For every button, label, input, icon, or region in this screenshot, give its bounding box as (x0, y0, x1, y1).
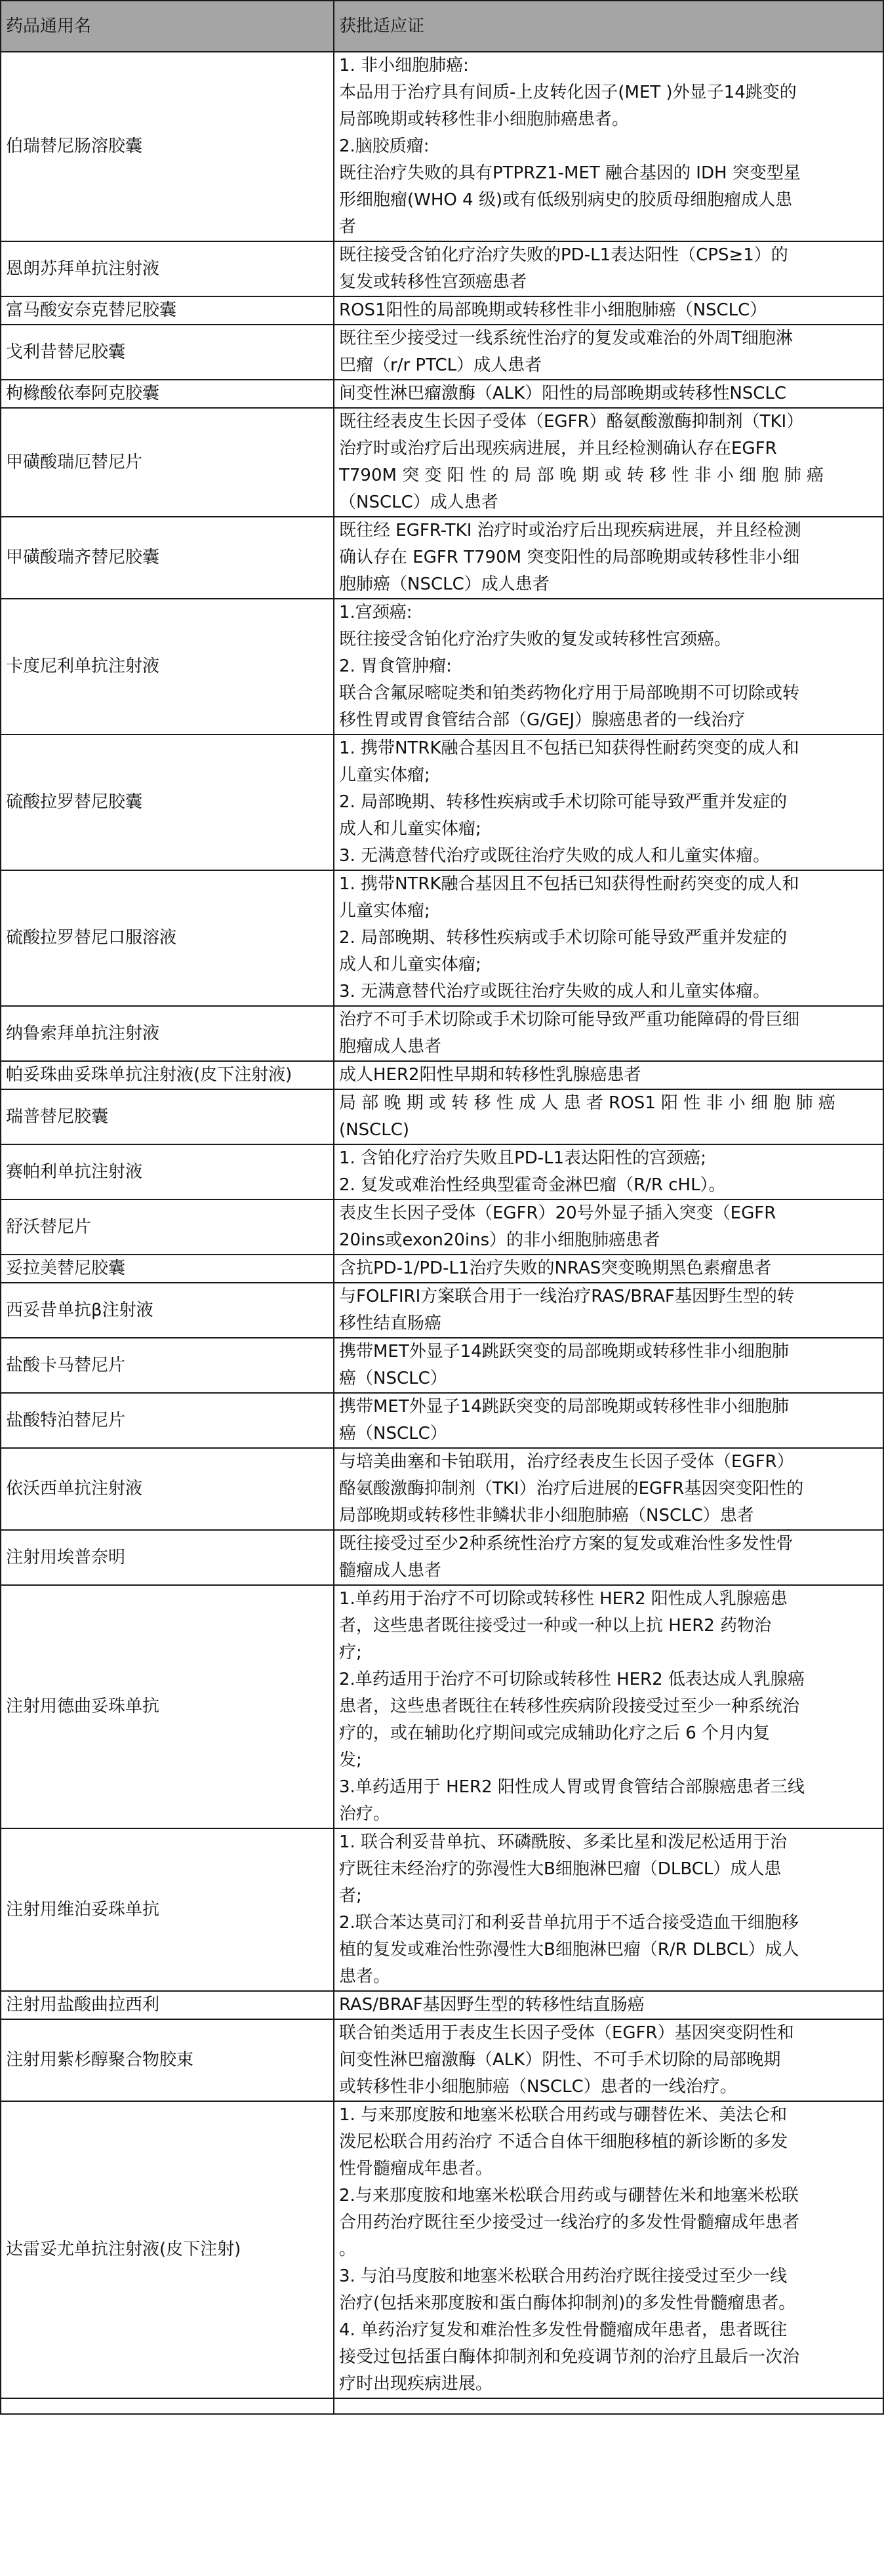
table-row (1, 1828, 883, 1991)
drug-name-cell: 富马酸安奈克替尼胶囊 (1, 296, 334, 325)
table-row (1, 325, 883, 380)
indication-cell (334, 1828, 883, 1991)
table-row (1, 735, 883, 870)
indication-line: 儿童实体瘤; (339, 901, 430, 921)
indication-line: 1.单药用于治疗不可切除或转移性 HER2 阳性成人乳腺癌患 (339, 1589, 788, 1609)
indication-line: 携带MET外显子14跳跃突变的局部晚期或转移性非小细胞肺 (339, 1342, 789, 1361)
table-row (1, 296, 883, 325)
indication-line: 既往接受含铂化疗治疗失败的PD-L1表达阳性（CPS≥1）的 (339, 245, 788, 265)
drug-name-cell: 卡度尼利单抗注射液 (1, 599, 334, 735)
indication-line: 复发或转移性宫颈癌患者 (339, 272, 527, 292)
table-row (1, 1199, 883, 1255)
indication-line: ROS1阳性的局部晚期或转移性非小细胞肺癌（NSCLC） (339, 300, 767, 320)
indication-line: 癌（NSCLC） (339, 1424, 447, 1443)
indication-line: 癌（NSCLC） (339, 1369, 447, 1388)
indication-line: 形细胞瘤(WHO 4 级)或有低级别病史的胶质母细胞瘤成人患 (339, 190, 793, 210)
indication-line: (NSCLC) (339, 1120, 410, 1140)
indication-line: 2. 复发或难治性经典型霍奇金淋巴瘤（R/R cHL）。 (339, 1175, 726, 1195)
indication-line: 儿童实体瘤; (339, 765, 430, 785)
indication-line: 局部晚期或转移性非鳞状非小细胞肺癌（NSCLC）患者 (339, 1506, 754, 1525)
indication-line: 4. 单药治疗复发和难治性多发性骨髓瘤成年患者，患者既往 (339, 2320, 788, 2340)
indication-cell (334, 2019, 883, 2101)
table-row (1, 1283, 883, 1338)
indication-line: 1. 与来那度胺和地塞米松联合用药或与硼替佐米、美法仑和 (339, 2105, 788, 2125)
indication-cell (334, 296, 883, 325)
indication-line: 既往经表皮生长因子受体（EGFR）酪氨酸激酶抑制剂（TKI） (339, 412, 804, 432)
indication-line: 治疗时或治疗后出现疾病进展，并且经检测确认存在EGFR (339, 439, 777, 458)
indication-line: 泼尼松联合用药治疗 不适合自体干细胞移植的新诊断的多发 (339, 2132, 788, 2152)
indication-cell (334, 1585, 883, 1828)
indication-line: 与培美曲塞和卡铂联用，治疗经表皮生长因子受体（EGFR） (339, 1452, 794, 1472)
indication-line: 酪氨酸激酶抑制剂（TKI）治疗后进展的EGFR基因突变阳性的 (339, 1479, 804, 1499)
indication-line: 2. 局部晚期、转移性疾病或手术切除可能导致严重并发症的 (339, 792, 788, 812)
drug-name-cell: 甲磺酸瑞厄替尼片 (1, 408, 334, 517)
indication-cell (334, 1530, 883, 1585)
indication-line: 本品用于治疗具有间质-上皮转化因子(MET )外显子14跳变的 (339, 83, 797, 102)
table-row (1, 1448, 883, 1530)
drug-name-cell: 伯瑞替尼肠溶胶囊 (1, 52, 334, 241)
table-row (1, 1991, 883, 2019)
indication-line: 间变性淋巴瘤激酶（ALK）阳性的局部晚期或转移性NSCLC (339, 384, 787, 403)
table-body (1, 52, 883, 2414)
indication-cell (334, 870, 883, 1006)
indication-cell (334, 1448, 883, 1530)
indication-line: 2.单药适用于治疗不可切除或转移性 HER2 低表达成人乳腺癌 (339, 1670, 805, 1689)
indication-cell (334, 1338, 883, 1393)
indication-line: 植的复发或难治性弥漫性大B细胞淋巴瘤（R/R DLBCL）成人 (339, 1940, 799, 1960)
indication-line: 疗的，或在辅助化疗期间或完成辅助化疗之后 6 个月内复 (339, 1723, 771, 1743)
indication-line: 者，这些患者既往接受过一种或一种以上抗 HER2 药物治 (339, 1616, 772, 1636)
drug-name-cell: 注射用德曲妥珠单抗 (1, 1585, 334, 1828)
table-row (1, 1530, 883, 1585)
indication-line: 与FOLFIRI方案联合用于一线治疗RAS/BRAF基因野生型的转 (339, 1287, 794, 1306)
indication-line: 疗; (339, 1643, 362, 1662)
drug-name-cell: 帕妥珠曲妥珠单抗注射液(皮下注射液) (1, 1061, 334, 1089)
indication-line: 3. 无满意替代治疗或既往治疗失败的成人和儿童实体瘤。 (339, 982, 771, 1001)
drug-name-cell: 恩朗苏拜单抗注射液 (1, 241, 334, 296)
drug-name-cell: 盐酸卡马替尼片 (1, 1338, 334, 1393)
indication-line: 联合含氟尿嘧啶类和铂类药物化疗用于局部晚期不可切除或转 (339, 683, 800, 703)
drug-name-cell: 硫酸拉罗替尼胶囊 (1, 735, 334, 870)
indication-line: 者; (339, 1886, 362, 1906)
indication-line: T790M 突 变 阳 性 的 局 部 晚 期 或 转 移 性 非 小 细 胞 肺 癌 (339, 466, 824, 485)
indication-cell (334, 1991, 883, 2019)
empty-trailing-row (1, 2398, 883, 2414)
indication-line: 含抗PD-1/PD-L1治疗失败的NRAS突变晚期黑色素瘤患者 (339, 1258, 772, 1278)
table-row (1, 1338, 883, 1393)
indication-cell (334, 1283, 883, 1338)
indication-line: 治疗。 (339, 1804, 391, 1824)
indication-line: 接受过包括蛋白酶体抑制剂和免疫调节剂的治疗且最后一次治 (339, 2347, 800, 2367)
header-row (1, 1, 883, 52)
indication-line: 1.宫颈癌: (339, 603, 412, 622)
table-row (1, 1585, 883, 1828)
indication-line: 1. 携带NTRK融合基因且不包括已知获得性耐药突变的成人和 (339, 874, 799, 894)
indication-line: 1. 含铂化疗治疗失败且PD-L1表达阳性的宫颈癌; (339, 1148, 706, 1168)
indication-line: 既往接受含铂化疗治疗失败的复发或转移性宫颈癌。 (339, 630, 732, 649)
indication-line: 1. 非小细胞肺癌: (339, 56, 469, 75)
indication-line: 移性胃或胃食管结合部（G/GEJ）腺癌患者的一线治疗 (339, 710, 746, 730)
indication-line: 20ins或exon20ins）的非小细胞肺癌患者 (339, 1230, 660, 1250)
table-row (1, 1393, 883, 1448)
drug-name-cell: 甲磺酸瑞齐替尼胶囊 (1, 517, 334, 599)
indication-line: 或转移性非小细胞肺癌（NSCLC）患者的一线治疗。 (339, 2077, 737, 2097)
indication-line: 既往至少接受过一线系统性治疗的复发或难治的外周T细胞淋 (339, 329, 793, 348)
indication-line: 。 (339, 2240, 357, 2259)
drug-name-cell: 注射用盐酸曲拉西利 (1, 1991, 334, 2019)
drug-name-cell: 纳鲁索拜单抗注射液 (1, 1006, 334, 1061)
indication-line: 合用药治疗既往至少接受过一线治疗的多发性骨髓瘤成年患者 (339, 2213, 800, 2232)
indication-cell (334, 408, 883, 517)
table-row (1, 380, 883, 408)
indication-cell (334, 325, 883, 380)
indication-line: 移性结直肠癌 (339, 1314, 442, 1333)
indication-line: 确认存在 EGFR T790M 突变阳性的局部晚期或转移性非小细 (339, 548, 800, 567)
indication-line: 疗既往未经治疗的弥漫性大B细胞淋巴瘤（DLBCL）成人患 (339, 1859, 782, 1879)
indication-line: 2.联合苯达莫司汀和利妥昔单抗用于不适合接受造血干细胞移 (339, 1913, 799, 1933)
indication-line: 间变性淋巴瘤激酶（ALK）阴性、不可手术切除的局部晚期 (339, 2050, 781, 2070)
indication-line: 成人和儿童实体瘤; (339, 819, 481, 839)
indication-line: 性骨髓瘤成年患者。 (339, 2159, 493, 2179)
indication-line: 患者。 (339, 1967, 391, 1986)
indication-cell (334, 380, 883, 408)
indication-line: 局部晚期或转移性非小细胞肺癌患者。 (339, 110, 630, 129)
table-row (1, 1006, 883, 1061)
indication-line: 治疗(包括来那度胺和蛋白酶体抑制剂)的多发性骨髓瘤患者。 (339, 2293, 796, 2313)
header-indication: 获批适应证 (334, 1, 883, 52)
indication-cell (334, 2101, 883, 2398)
indication-line: 髓瘤成人患者 (339, 1561, 442, 1580)
indication-line: 疗时出现疾病进展。 (339, 2374, 493, 2394)
indication-line: 表皮生长因子受体（EGFR）20号外显子插入突变（EGFR (339, 1203, 776, 1223)
indication-line: RAS/BRAF基因野生型的转移性结直肠癌 (339, 1995, 645, 2015)
indication-cell (334, 1393, 883, 1448)
drug-name-cell: 注射用紫杉醇聚合物胶束 (1, 2019, 334, 2101)
indication-line: 既往治疗失败的具有PTPRZ1-MET 融合基因的 IDH 突变型星 (339, 163, 801, 183)
indication-line: 2.脑胶质瘤: (339, 136, 430, 156)
drug-name-cell: 赛帕利单抗注射液 (1, 1144, 334, 1199)
drug-name-cell: 西妥昔单抗β注射液 (1, 1283, 334, 1338)
table-row (1, 2101, 883, 2398)
indication-cell (334, 599, 883, 735)
indication-line: （NSCLC）成人患者 (339, 493, 498, 512)
indication-line: 患者，这些患者既往在转移性疾病阶段接受过至少一种系统治 (339, 1697, 800, 1716)
indication-cell (334, 1199, 883, 1255)
indication-line: 者 (339, 217, 357, 237)
indication-line: 1. 携带NTRK融合基因且不包括已知获得性耐药突变的成人和 (339, 738, 799, 758)
indication-cell (334, 1255, 883, 1283)
indication-cell (334, 1089, 883, 1144)
table-row (1, 517, 883, 599)
table-row (1, 1144, 883, 1199)
indication-line: 3. 与泊马度胺和地塞米松联合用药治疗既往接受过至少一线 (339, 2266, 788, 2286)
drug-name-cell: 注射用埃普奈明 (1, 1530, 334, 1585)
table-row (1, 52, 883, 241)
indication-cell (334, 1144, 883, 1199)
indication-line: 成人HER2阳性早期和转移性乳腺癌患者 (339, 1065, 641, 1085)
drug-name-cell: 妥拉美替尼胶囊 (1, 1255, 334, 1283)
indication-cell (334, 1061, 883, 1089)
drug-name-cell: 硫酸拉罗替尼口服溶液 (1, 870, 334, 1006)
drug-name-cell: 戈利昔替尼胶囊 (1, 325, 334, 380)
indication-line: 3.单药适用于 HER2 阳性成人胃或胃食管结合部腺癌患者三线 (339, 1777, 805, 1797)
indication-cell (334, 241, 883, 296)
indication-line: 胞瘤成人患者 (339, 1037, 442, 1057)
indication-line: 成人和儿童实体瘤; (339, 955, 481, 975)
indication-line: 携带MET外显子14跳跃突变的局部晚期或转移性非小细胞肺 (339, 1397, 789, 1417)
indication-line: 发; (339, 1750, 362, 1770)
table-row (1, 2019, 883, 2101)
table-row (1, 1089, 883, 1144)
table-row (1, 408, 883, 517)
drug-name-cell: 依沃西单抗注射液 (1, 1448, 334, 1530)
indication-line: 1. 联合利妥昔单抗、环磷酰胺、多柔比星和泼尼松适用于治 (339, 1832, 788, 1852)
drug-name-cell: 盐酸特泊替尼片 (1, 1393, 334, 1448)
header-drug-name: 药品通用名 (1, 1, 334, 52)
indication-line: 治疗不可手术切除或手术切除可能导致严重功能障碍的骨巨细 (339, 1010, 800, 1030)
indication-line: 胞肺癌（NSCLC）成人患者 (339, 574, 550, 594)
indication-line: 联合铂类适用于表皮生长因子受体（EGFR）基因突变阴性和 (339, 2023, 794, 2043)
indication-line: 既往经 EGFR-TKI 治疗时或治疗后出现疾病进展，并且经检测 (339, 521, 801, 540)
table-row (1, 1061, 883, 1089)
indication-cell (334, 1006, 883, 1061)
table-row (1, 599, 883, 735)
drug-name-cell: 瑞普替尼胶囊 (1, 1089, 334, 1144)
indication-cell (334, 52, 883, 241)
indication-line: 既往接受过至少2种系统性治疗方案的复发或难治性多发性骨 (339, 1534, 794, 1554)
table-row (1, 870, 883, 1006)
indication-line: 3. 无满意替代治疗或既往治疗失败的成人和儿童实体瘤。 (339, 846, 771, 866)
drug-name-cell: 注射用维泊妥珠单抗 (1, 1828, 334, 1991)
table-row (1, 241, 883, 296)
empty-cell (1, 2398, 334, 2414)
indication-line: 2. 胃食管肿瘤: (339, 656, 452, 676)
indication-line: 2.与来那度胺和地塞米松联合用药或与硼替佐米和地塞米松联 (339, 2186, 799, 2205)
indication-line: 局 部 晚 期 或 转 移 性 成 人 患 者 ROS1 阳 性 非 小 细 胞 肺 癌 (339, 1093, 835, 1113)
indication-line: 2. 局部晚期、转移性疾病或手术切除可能导致严重并发症的 (339, 928, 788, 948)
indication-line: 巴瘤（r/r PTCL）成人患者 (339, 355, 542, 375)
empty-cell (334, 2398, 883, 2414)
table-row (1, 1255, 883, 1283)
indication-cell (334, 735, 883, 870)
drug-name-cell: 舒沃替尼片 (1, 1199, 334, 1255)
indication-cell (334, 517, 883, 599)
drug-name-cell: 枸橼酸依奉阿克胶囊 (1, 380, 334, 408)
drug-name-cell: 达雷妥尤单抗注射液(皮下注射) (1, 2101, 334, 2398)
